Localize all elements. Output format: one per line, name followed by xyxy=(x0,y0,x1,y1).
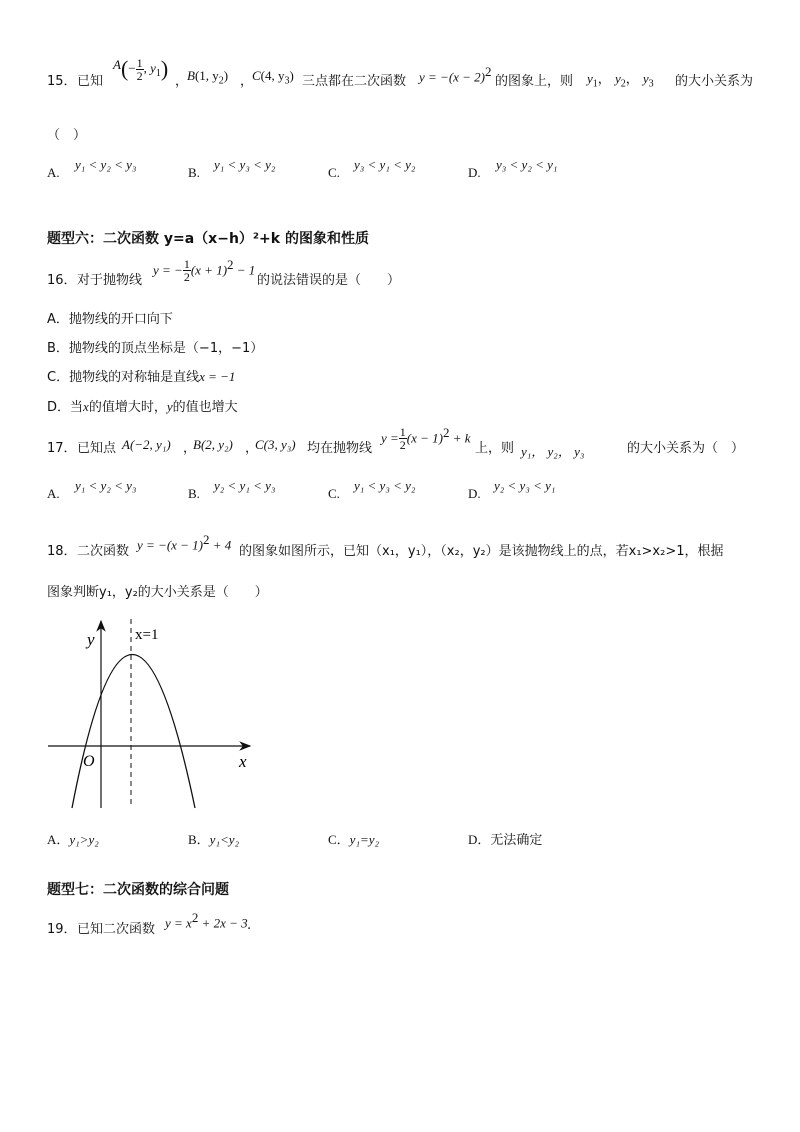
q15-text-end2: 的大小关系为 xyxy=(675,74,754,89)
q17-point-b: B(2, y₂) xyxy=(193,437,233,452)
q16-pre: 对于抛物线 xyxy=(77,273,143,288)
q18-option-a[interactable]: A．y₁>y₂ xyxy=(47,832,99,847)
q17-pre: 已知点 xyxy=(77,441,117,456)
q19-func: $y = x^2 + 2x - 3$ xyxy=(165,910,248,931)
q18-parabola-graph xyxy=(45,615,265,815)
q17-point-c: C(3, y₃) xyxy=(255,437,296,452)
q16-line xyxy=(47,255,747,295)
q15-func: $y = -(x - 2)^2$ xyxy=(419,64,492,85)
q17-option-d[interactable]: D. y₂ < y₃ < y₁ xyxy=(468,478,556,501)
q15-option-c[interactable]: C. y₃ < y₁ < y₂ xyxy=(328,157,416,180)
q18-line2: 图象判断y₁，y₂的大小关系是（ ） xyxy=(47,585,268,600)
q17-number: 17． xyxy=(47,441,77,456)
q17-line: 17． 已知点 A(−2, y₁) ， B(2, y₂) ， C(3, y₃) 均在抛物线 y = $\frac{1}{2}$ $(x - 1)^2 + k$ 上，则 y₁， y₂， y₃ 的大小关系为（ ） xyxy=(47,425,745,459)
q16-option-a[interactable]: A．抛物线的开口向下 xyxy=(47,312,173,327)
y-axis-label: y xyxy=(87,630,95,649)
q19-end: . xyxy=(247,918,252,933)
q18-text-1: 的图象如图所示，已知（x₁，y₁），（x₂，y₂）是该抛物线上的点，若x₁>x₂>1，根据 xyxy=(239,544,724,559)
q18-pre: 二次函数 xyxy=(77,544,130,559)
q16-number: 16． xyxy=(47,273,77,288)
x-axis-label: x xyxy=(239,752,247,771)
q15-point-b: B(1, $y_2$) xyxy=(187,68,229,87)
q16-post: 的说法错误的是（ ） xyxy=(257,273,401,288)
q17-end: 的大小关系为（ ） xyxy=(627,441,745,456)
q16-option-b[interactable]: B．抛物线的顶点坐标是（−1，−1） xyxy=(47,341,264,356)
q17-option-b[interactable]: B. y₂ < y₁ < y₃ xyxy=(188,478,276,501)
q15-ys: $y_1$， $y_2$， $y_3$ xyxy=(587,71,654,90)
heading-type-7: 题型七：二次函数的综合问题 xyxy=(47,882,229,898)
q15-known: 已知 xyxy=(77,74,104,89)
q15-text-end1: 的图象上，则 xyxy=(495,74,574,89)
q15-text-mid: 三点都在二次函数 xyxy=(302,74,407,89)
q18-func: $y = -(x - 1)^2 + 4$ xyxy=(137,532,232,553)
q19-pre: 已知二次函数 xyxy=(77,922,156,937)
q18-line1 xyxy=(47,532,767,562)
q17-point-a: A(−2, y₁) xyxy=(122,437,171,452)
q17-mid: 均在抛物线 xyxy=(307,441,373,456)
q15-option-b[interactable]: B. y₁ < y₃ < y₂ xyxy=(188,157,276,180)
q15-number: 15． xyxy=(47,74,77,89)
q18-option-d[interactable]: D．无法确定 xyxy=(468,832,543,848)
parabola-curve xyxy=(72,655,195,809)
q17-post: 上，则 xyxy=(475,441,515,456)
q16-func: y = − $\frac{1}{2}$ $(x + 1)^2 - 1$ xyxy=(153,257,256,285)
q18-option-c[interactable]: C．y₁=y₂ xyxy=(328,832,380,847)
q15-option-a[interactable]: A. y₁ < y₂ < y₃ xyxy=(47,157,137,180)
q18-number: 18． xyxy=(47,544,77,559)
q17-option-c[interactable]: C. y₁ < y₃ < y₂ xyxy=(328,478,416,501)
q17-ys: y₁， y₂， y₃ xyxy=(521,444,585,459)
q17-func: y = $\frac{1}{2}$ $(x - 1)^2 + k$ xyxy=(381,425,471,453)
q16-option-d[interactable]: D．当x的值增大时，y的值也增大 xyxy=(47,399,238,415)
q17-option-a[interactable]: A. y₁ < y₂ < y₃ xyxy=(47,478,137,501)
q19-line xyxy=(47,906,447,936)
q18-option-b[interactable]: B．y₁<y₂ xyxy=(188,832,240,847)
q15-point-c: C(4, $y_3$) xyxy=(252,68,294,87)
origin-label: O xyxy=(83,753,95,770)
q15-option-d[interactable]: D. y₃ < y₂ < y₁ xyxy=(468,157,558,180)
symmetry-axis-label: x=1 xyxy=(135,627,159,643)
q15-blank: （ ） xyxy=(47,128,87,143)
q16-option-c[interactable]: C．抛物线的对称轴是直线x = −1 xyxy=(47,369,236,385)
q15-point-a: A(− $\frac{1}{2}$ , $y_1$) xyxy=(113,55,169,83)
heading-type-6: 题型六：二次函数 y=a（x−h）²+k 的图象和性质 xyxy=(47,231,369,247)
q19-number: 19． xyxy=(47,922,77,937)
